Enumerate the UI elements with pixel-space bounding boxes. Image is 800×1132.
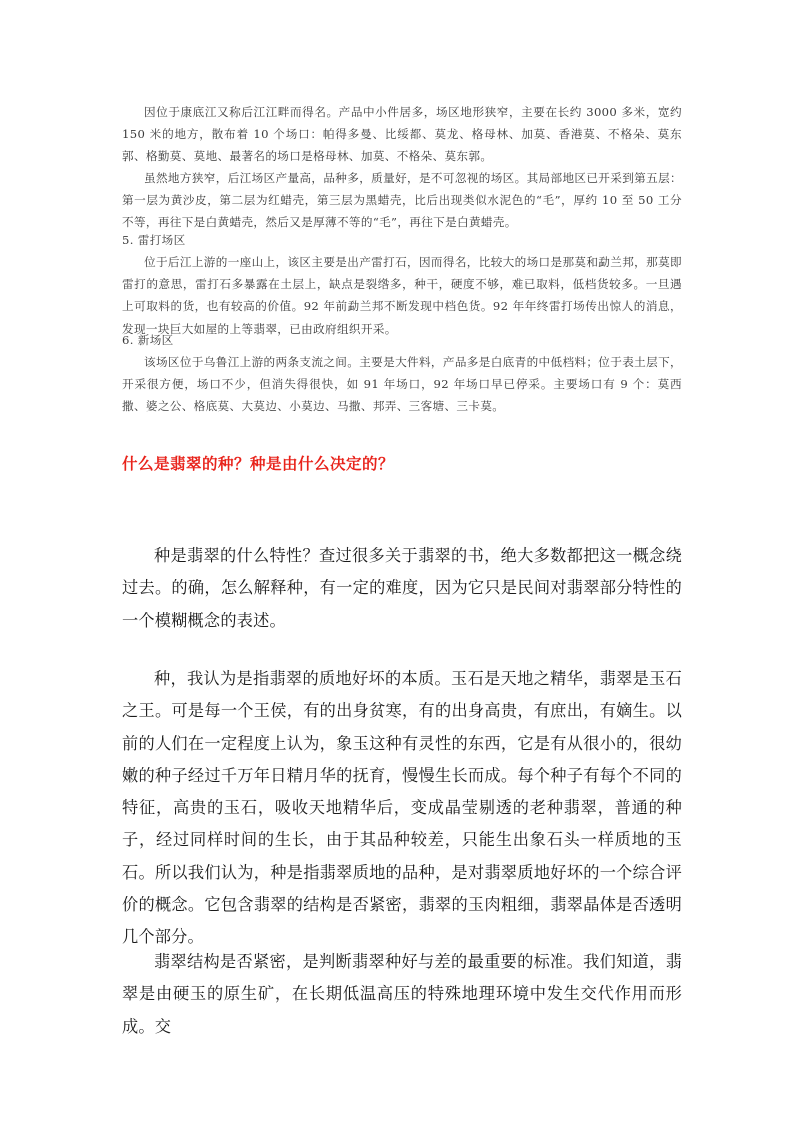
section-6-paragraph: 该场区位于乌鲁江上游的两条支流之间。主要是大件料，产品多是白底青的中低档料；位于表土层下，开采很方便，场口不少，但消失得很快，如 91 年场口，92 年场口早已停采。主要场口有 9 个：莫西撒、婆之公、格底莫、大莫边、小莫边、马撒、邦弄、三客塘、三卡莫。 — [122, 355, 682, 414]
section-title: 什么是翡翠的种？种是由什么决定的？ — [122, 454, 395, 473]
intro-paragraph: 因位于康底江又称后江江畔而得名。产品中小件居多，场区地形狭窄，主要在长约 3000 多米，宽约 150 米的地方，散布着 10 个场口：帕得多曼、比绥都、莫龙、格母林、加莫、香港莫、不格朵、莫东郭、格勤莫、莫地、最著名的场口是格母林、加莫、不格朵、莫东郭。 — [122, 105, 682, 164]
body-paragraph-3: 翡翠结构是否紧密，是判断翡翠种好与差的最重要的标准。我们知道，翡翠是由硬玉的原生矿，在长期低温高压的特殊地理环境中发生交代作用而形成。交 — [122, 952, 682, 1036]
section-5-heading: 5. 雷打场区 — [122, 233, 186, 247]
terrain-paragraph: 虽然地方狭窄，后江场区产量高，品种多，质量好，是不可忽视的场区。其局部地区已开采到第五层：第一层为黄沙皮，第二层为红蜡壳，第三层为黑蜡壳，比后出现类似水泥色的“毛”，厚约 10 至 50 工分不等，再往下是白黄蜡壳，然后又是厚薄不等的“毛”，再往下是白黄蜡壳。 — [122, 171, 682, 230]
section-5-paragraph: 位于后江上游的一座山上，该区主要是出产雷打石，因而得名，比较大的场口是那莫和勐兰邦，那莫即雷打的意思，雷打石多暴露在土层上，缺点是裂绺多，种干，硬度不够，难已取料，低档货较多。一旦遇上可取料的货，也有较高的价值。92 年前勐兰邦不断发现中档色货。92 年年终雷打场传出惊人的消息，发现一块巨大如屋的上等翡翠，已由政府组织开采。 — [122, 255, 682, 336]
body-paragraph-1: 种是翡翠的什么特性？查过很多关于翡翠的书，绝大多数都把这一概念绕过去。的确，怎么解释种，有一定的难度，因为它只是民间对翡翠部分特性的一个模糊概念的表述。 — [122, 546, 682, 630]
body-paragraph-2: 种，我认为是指翡翠的质地好坏的本质。玉石是天地之精华，翡翠是玉石之王。可是每一个王侯，有的出身贫寒，有的出身高贵，有庶出，有嫡生。以前的人们在一定程度上认为，象玉这种有灵性的东西，它是有从很小的，很幼嫩的种子经过千万年日精月华的抚育，慢慢生长而成。每个种子有每个不同的特征，高贵的玉石，吸收天地精华后，变成晶莹剔透的老种翡翠，普通的种子，经过同样时间的生长，由于其品种较差，只能生出象石头一样质地的玉石。所以我们认为，种是指翡翠质地的品种，是对翡翠质地好坏的一个综合评价的概念。它包含翡翠的结构是否紧密，翡翠的玉肉粗细，翡翠晶体是否透明几个部分。 — [122, 669, 682, 947]
section-6-heading: 6. 新场区 — [122, 333, 174, 347]
